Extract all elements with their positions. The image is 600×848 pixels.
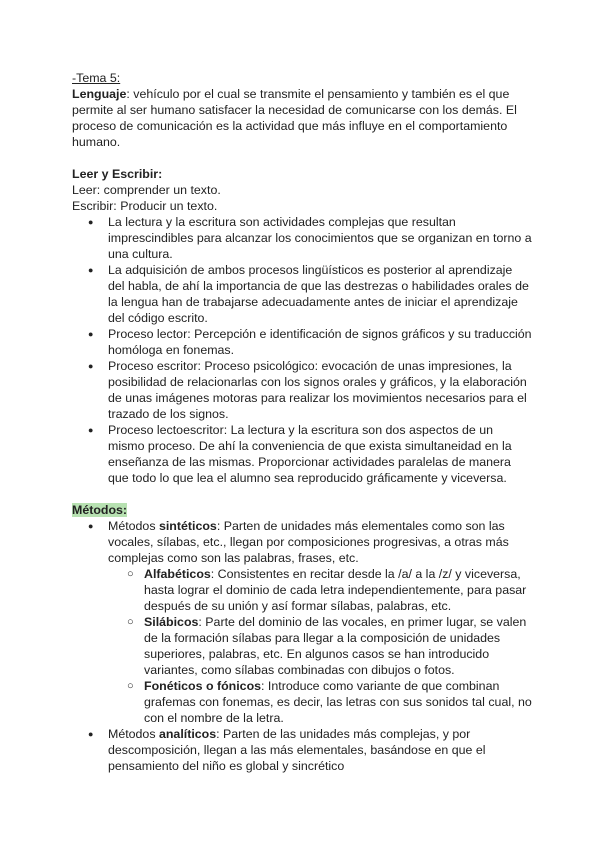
list-item: ● Métodos sintéticos: Parten de unidades más elementales como son las vocales, sílabas, etc., llegan por composiciones progresivas, a otras más complejas como son las palabras, frases, etc. — [72, 518, 532, 566]
list-item: ● La lectura y la escritura son actividades complejas que resultan imprescindibles para alcanzar los conocimientos que se organizan en torno a una cultura. — [72, 214, 532, 262]
leer-escribir-list — [72, 214, 532, 486]
lenguaje-paragraph — [72, 86, 532, 150]
list-item: ● Proceso lectoescritor: La lectura y la escritura son dos aspectos de un mismo proceso. De ahí la conveniencia de que exista simultaneidad en la enseñanza de las mismas. Proporcionar actividades paralelas de manera que todo lo que lea el alumno sea reproducido gráficamente y viceversa. — [72, 422, 532, 486]
list-item: ● La adquisición de ambos procesos lingüísticos es posterior al aprendizaje del habla, de ahí la importancia de que las destrezas o habilidades orales de la lengua han de trabajarse adecuadamente antes de iniciar el aprendizaje del código escrito. — [72, 262, 532, 326]
sublist-item: ○ Fonéticos o fónicos: Introduce como variante de que combinan grafemas con fonemas, es decir, las letras con sus sonidos tal cual, no con el nombre de la letra. — [72, 678, 532, 726]
sublist-item: ○ Silábicos: Parte del dominio de las vocales, en primer lugar, se valen de la formación sílabas para llegar a la composición de unidades superiores, palabras, etc. En algunos casos se han introducido variantes, como sílabas combinadas con dibujos o fotos. — [72, 614, 532, 678]
list-item: ● Métodos analíticos: Parten de las unidades más complejas, y por descomposición, llegan a las más elementales, basándose en que el pensamiento del niño es global y sincrético — [72, 726, 532, 774]
metodos-list-2 — [72, 726, 532, 774]
document-page — [72, 70, 532, 774]
lenguaje-text: : vehículo por el cual se transmite el pensamiento y también es el que permite al ser humano satisfacer la necesidad de comunicarse con los demás. El proceso de comunicación es la actividad que más influye en el comportamiento humano. — [72, 87, 517, 149]
sublist-item: ○ Alfabéticos: Consistentes en recitar desde la /a/ a la /z/ y viceversa, hasta lograr el dominio de cada letra independientemente, para pasar después de su unión y así formar sílabas, palabras, etc. — [72, 566, 532, 614]
list-item: ● Proceso escritor: Proceso psicológico: evocación de unas impresiones, la posibilidad de relacionarlas con los signos orales y gráficos, y la elaboración de unas imágenes motoras para realizar los movimientos necesarios para el trazado de los signos. — [72, 358, 532, 422]
metodos-list — [72, 518, 532, 566]
escribir-definition: Escribir: Producir un texto. — [72, 199, 218, 213]
list-item: ● Proceso lector: Percepción e identificación de signos gráficos y su traducción homóloga en fonemas. — [72, 326, 532, 358]
lenguaje-term: Lenguaje — [72, 87, 127, 101]
metodos-heading: Métodos: — [72, 503, 128, 517]
leer-definition: Leer: comprender un texto. — [72, 183, 221, 197]
sinteticos-sublist — [72, 566, 532, 726]
tema-title: -Tema 5: — [72, 71, 121, 85]
leer-escribir-heading: Leer y Escribir: — [72, 167, 163, 181]
